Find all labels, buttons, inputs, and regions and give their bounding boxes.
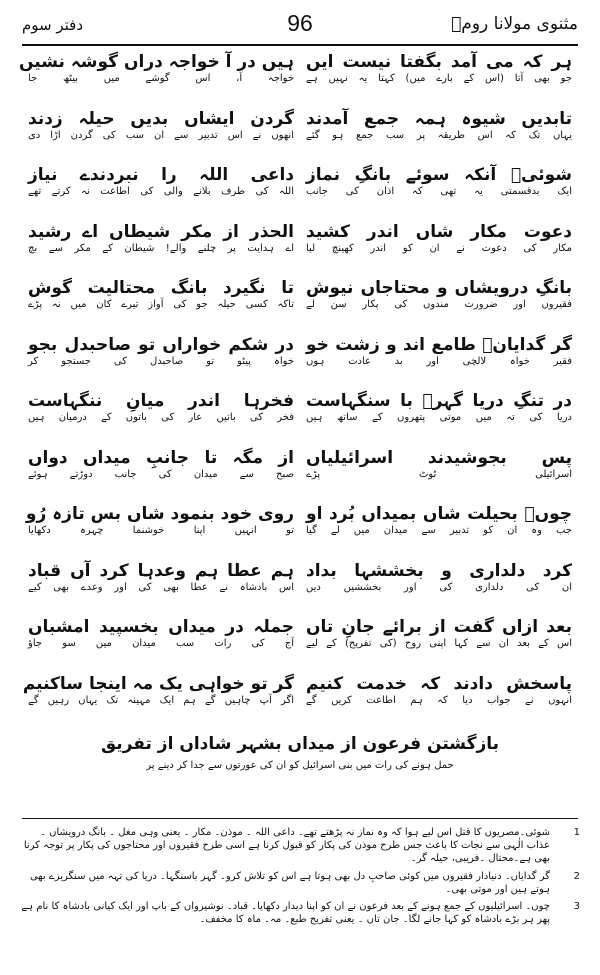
translation-right: یہاں تک کہ اس طریقہ پر سب جمع ہو گئے	[306, 129, 572, 141]
verse-right: تابدیں شیوہ ہمہ جمع آمدند	[306, 108, 572, 129]
section-heading-translation: حمل ہونے کی رات میں بنی اسرائیل کو ان کی عورتوں سے جدا کر دینے پر	[146, 760, 454, 771]
couplet	[28, 617, 572, 647]
couplet	[28, 165, 572, 195]
verse-left: داعی اللہ را نبردندے نیاز	[28, 165, 294, 185]
footnote-number: 3	[573, 901, 580, 912]
verse-left: در شکم خواراں تو صاحبدل بجو	[28, 334, 294, 355]
footnote-text: گر گدایاں۔ دنیادار فقیروں میں کوئی صاحبِ دل بھی ہوتا ہے اس کو تلاش کرو۔ گہر باسنگہا۔ دریا کی تہہ میں سنگریزے بھی ہوتے ہیں اور موتی بھی۔	[29, 871, 550, 895]
verse-right: ہر کہ می آمد بگفتا نیست ایں	[306, 52, 572, 72]
verse-right: پس بجوشیدند اسرائیلیاں	[306, 447, 572, 468]
translation-right: فقیر خواہ لالچی اور بد عادت ہوں	[306, 355, 572, 367]
verse-left: جملہ در میداں بخسپید امشباں	[28, 617, 294, 637]
translation-right: جب وہ ان کو تدبیر سے میدان میں لے گیا	[306, 525, 572, 536]
translation-left: انھوں نے اس تدبیر سے ان سب کی گردن اڑا دی	[28, 129, 294, 141]
translation-left: فخر کی باتیں عار کی باتوں کے درمیان ہیں	[28, 412, 294, 423]
verse-right: چوںؔ بحیلت شاں بمیداں بُرد او	[306, 504, 572, 524]
verse-right: پاسخش دادند کہ خدمت کنیم	[306, 673, 572, 694]
section-heading-verse: بازگشتن فرعون از میداں بشہر شاداں از تفریق	[100, 734, 500, 754]
translation-left: تاکہ کسی حیلہ جو کی آواز تیرے کان میں نہ پڑے	[28, 299, 294, 310]
translation-left: آج کی رات سب میدان میں سو جاؤ	[28, 638, 294, 649]
couplet	[19, 52, 572, 84]
translation-left: اللہ کی طرف بلانے والی کی اطاعت نہ کرتے تھے	[28, 186, 294, 197]
couplet	[28, 278, 572, 308]
section-heading	[28, 733, 572, 793]
couplet	[28, 335, 572, 365]
verse-right: شوئیؔ آنکہ سوئے بانگِ نماز	[306, 165, 572, 185]
verse-left: از مگہ تا جانبِ میداں دواں	[28, 447, 294, 468]
page-header	[22, 10, 578, 44]
translation-right: مکار کی دعوت نے ان کو اندر کھینچ لیا	[306, 242, 572, 254]
couplet	[28, 561, 572, 591]
translation-right: انہوں نے جواب دیا کہ ہم اطاعت کریں گے	[306, 694, 572, 706]
verse-right: بانگِ درویشاں و محتاجاں نیوش	[306, 278, 572, 298]
couplet	[25, 504, 572, 536]
verse-right: در تنگِ دریا گہرؔ با سنگہاست	[306, 391, 572, 411]
translation-left: صبح سے میدان کی جانب دوڑتے ہوئے	[28, 468, 294, 480]
translation-right: ایک بدقسمتی یہ تھی کہ اذان کی جانب	[306, 186, 572, 197]
footnote-rule	[22, 818, 578, 819]
section-label: دفتر سوم	[22, 16, 84, 34]
footnote-text: چوں۔ اسرائیلیوں کے جمع ہونے کے بعد فرعون نے ان کو اپنا دیدار دکھایا۔ قباد۔ نوشیرواں کے باپ اور ایک کیانی بادشاہ کا نام ہے پھر ہر بڑے بادشاہ کو کہا جانے لگا۔ جان تاں ۔ یعنی تفریح طبع۔ مہ۔ ماہ کا مخفف۔	[21, 901, 550, 925]
footnote-number: 2	[573, 871, 580, 882]
translation-left: اس بادشاہ نے عطا بھی کی اور وعدے بھی کیے	[28, 581, 294, 593]
translation-right: فقیروں اور ضرورت مندوں کی پکار سن لے	[306, 299, 572, 310]
verse-right: بعد ازاں گفت از برائے جانِ تاں	[306, 617, 572, 637]
verse-right: کرد دلداری و بخششہا بداد	[306, 560, 572, 581]
footnote-text: شوئی۔مصریوں کا قتل اس لیے ہوا کہ وہ نماز نہ پڑھتے تھے۔ داعی اللہ ۔ موذن۔ مکار ۔ یعنی وہی مغل ۔ بانگ درویشاں ۔عذاب الٰہی سے نجات کا باعث جس طرح موذن کی پکار کو قبول کرنا ہے اسی طرح فقیروں اور محتاجوں کی پکار پر توجہ کرنا بھی ہے۔محتال ۔فریبی، حیلہ گر۔	[23, 827, 550, 864]
verse-left: روی خود بنمود شاں بس تازہ رُو	[25, 504, 294, 524]
verse-left: گردن ایشاں بدیں حیلہ زدند	[28, 108, 294, 129]
header-rule	[22, 44, 578, 46]
translation-left: خواہ پیٹو تو صاحبدل کی جستجو کر	[28, 355, 294, 367]
book-title: مثنوی مولانا رومؒ	[451, 14, 578, 34]
verse-left: فخرہا اندر میانِ ننگہاست	[28, 391, 294, 411]
verse-left: ہم عطا ہم وعدہا کرد آں قباد	[28, 560, 294, 581]
couplet	[28, 109, 572, 139]
translation-left: اگر آپ چاہیں گے ہم ایک مہینہ تک یہاں رہیں گے	[28, 694, 294, 706]
verse-left: تا نگیرد بانگ محتالیت گوش	[28, 278, 294, 298]
translation-right: جو بھی آتا (اس کے بارے میں) کہتا یہ نہیں ہے	[306, 73, 572, 84]
verse-left: ہیں در آ خواجہ دراں گوشہ نشیں	[19, 52, 294, 72]
translation-left: اے ہدایت پر چلنے والے! شیطان کے مکر سے بچ	[28, 242, 294, 254]
couplet	[28, 391, 572, 421]
translation-right: اس کے بعد ان سے کہا اپنی روح (کی تفریح) کے لیے	[306, 638, 572, 649]
translation-right: دریا کی تہ میں موتی پتھروں کے ساتھ ہیں	[306, 412, 572, 423]
footnote-number: 1	[573, 827, 580, 838]
couplet	[22, 673, 572, 706]
couplet	[28, 222, 572, 252]
translation-right: ان کی دلداری کی اور بخششیں دیں	[306, 581, 572, 593]
verse-right: دعوت مکار شاں اندر کشید	[306, 221, 572, 242]
translation-left: تو انہیں اپنا خوشنما چہرہ دکھایا	[28, 525, 294, 536]
verse-right: گر گدایانؔ طامع اند و زشت خو	[306, 334, 572, 355]
translation-right: اسرائیلی ٹوٹ پڑے	[306, 468, 572, 480]
page-number: 96	[287, 10, 313, 36]
translation-left: خواجہ آ، اس گوشے میں بیٹھ جا	[28, 73, 294, 84]
verse-left: الحذر از مکر شیطاں اے رشید	[28, 221, 294, 242]
couplet	[28, 448, 572, 478]
verse-left: گر تو خواہی یک مہ اینجا ساکنیم	[22, 673, 294, 694]
